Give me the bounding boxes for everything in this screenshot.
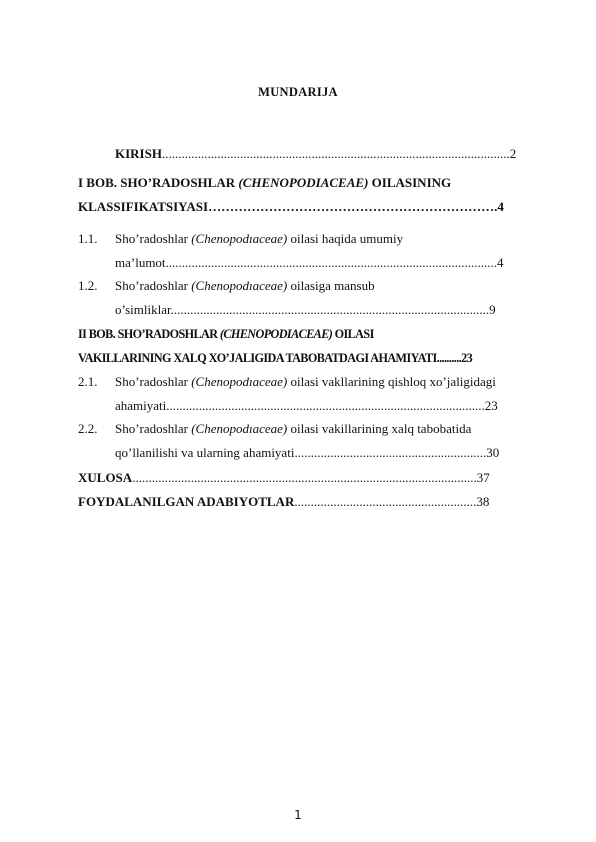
toc-entry-kirish xyxy=(115,146,516,162)
toc-dots: ...................................................................................................... xyxy=(165,255,498,270)
toc-page: 9 xyxy=(489,302,496,317)
toc-section-1-2-line1 xyxy=(115,278,375,294)
toc-text-italic: (Chenopodıaceae) xyxy=(191,231,288,246)
page-title: MUNDARIJA xyxy=(258,85,338,99)
toc-section-2-1-line2 xyxy=(115,398,498,414)
toc-chapter-2-line1 xyxy=(78,327,374,342)
toc-entry-adabiyotlar xyxy=(78,494,489,510)
toc-text-italic: (CHENOPODIACEAE) xyxy=(238,175,369,190)
toc-section-2-2-line2 xyxy=(115,445,499,461)
toc-section-1-1-line2 xyxy=(115,255,504,271)
toc-chapter-2-line2 xyxy=(78,351,472,366)
toc-chapter-1-line1 xyxy=(78,175,451,191)
toc-page: 30 xyxy=(486,445,500,460)
toc-section-2-1-line1 xyxy=(115,374,496,390)
toc-label: XULOSA xyxy=(78,470,133,485)
toc-text: oilasi vakillarining xalq tabobatida xyxy=(287,421,472,436)
toc-page: 23 xyxy=(461,351,473,365)
toc-page: 38 xyxy=(476,494,490,509)
toc-label: FOYDALANILGAN ADABIYOTLAR xyxy=(78,494,295,509)
toc-dots: ........................................................ xyxy=(294,494,477,509)
toc-text: II BOB. SHO’RADOSHLAR xyxy=(78,327,220,341)
toc-page: 37 xyxy=(476,470,490,485)
toc-dots: .................................................................................................. xyxy=(166,398,485,413)
toc-text: Sho’radoshlar xyxy=(115,421,192,436)
toc-text: Sho’radoshlar xyxy=(115,278,192,293)
toc-section-number: 1.2. xyxy=(78,278,98,293)
toc-text-italic: (Chenopodıaceae) xyxy=(191,374,288,389)
toc-text: KLASSIFIKATSIYASI xyxy=(78,199,209,214)
toc-section-1-2-line2 xyxy=(115,302,496,318)
toc-page: 4 xyxy=(497,199,504,214)
toc-text: I BOB. SHO’RADOSHLAR xyxy=(78,175,239,190)
toc-text: Sho’radoshlar xyxy=(115,231,192,246)
toc-text: ma’lumot xyxy=(115,255,166,270)
toc-dots: .................................................................................................. xyxy=(170,302,490,317)
toc-text-italic: (Chenopodıaceae) xyxy=(191,421,288,436)
toc-text-italic: (Chenopodıaceae) xyxy=(191,278,288,293)
toc-section-1-1-line1 xyxy=(115,231,403,247)
toc-text: VAKILLARINING XALQ XO’JALIGIDA TABOBATDAGI AHAMIYATI xyxy=(78,351,437,365)
toc-section-number: 1.1. xyxy=(78,231,98,246)
toc-text: Sho’radoshlar xyxy=(115,374,192,389)
toc-section-number: 2.1. xyxy=(78,374,98,389)
toc-chapter-1-line2 xyxy=(78,199,504,215)
toc-section-number: 2.2. xyxy=(78,421,98,436)
toc-page: 23 xyxy=(484,398,498,413)
toc-page: 4 xyxy=(497,255,504,270)
toc-text: OILASI xyxy=(332,327,374,341)
toc-text: oilasi vakllarining qishloq xo’jaligidagi xyxy=(287,374,496,389)
toc-text: ahamiyati xyxy=(115,398,167,413)
toc-dots: .......... xyxy=(436,351,462,365)
toc-dots: .......................................................................................................... xyxy=(132,470,477,485)
toc-dots: …………………………………………………………. xyxy=(208,199,498,214)
toc-text-italic: (CHENOPODIACEAE) xyxy=(219,327,333,341)
toc-text: OILASINING xyxy=(368,175,452,190)
toc-dots: ........................................................................................................... xyxy=(161,146,510,161)
toc-text: oilasiga mansub xyxy=(287,278,375,293)
toc-entry-xulosa xyxy=(78,470,490,486)
toc-dots: ........................................................... xyxy=(294,445,487,460)
toc-text: qo’llanilishi va ularning ahamiyati xyxy=(115,445,295,460)
toc-text: oilasi haqida umumiy xyxy=(287,231,404,246)
toc-label: KIRISH xyxy=(115,146,162,161)
page-number: 1 xyxy=(294,808,302,822)
toc-text: o’simliklar xyxy=(115,302,171,317)
toc-section-2-2-line1 xyxy=(115,421,471,437)
toc-page: 2 xyxy=(509,146,517,161)
